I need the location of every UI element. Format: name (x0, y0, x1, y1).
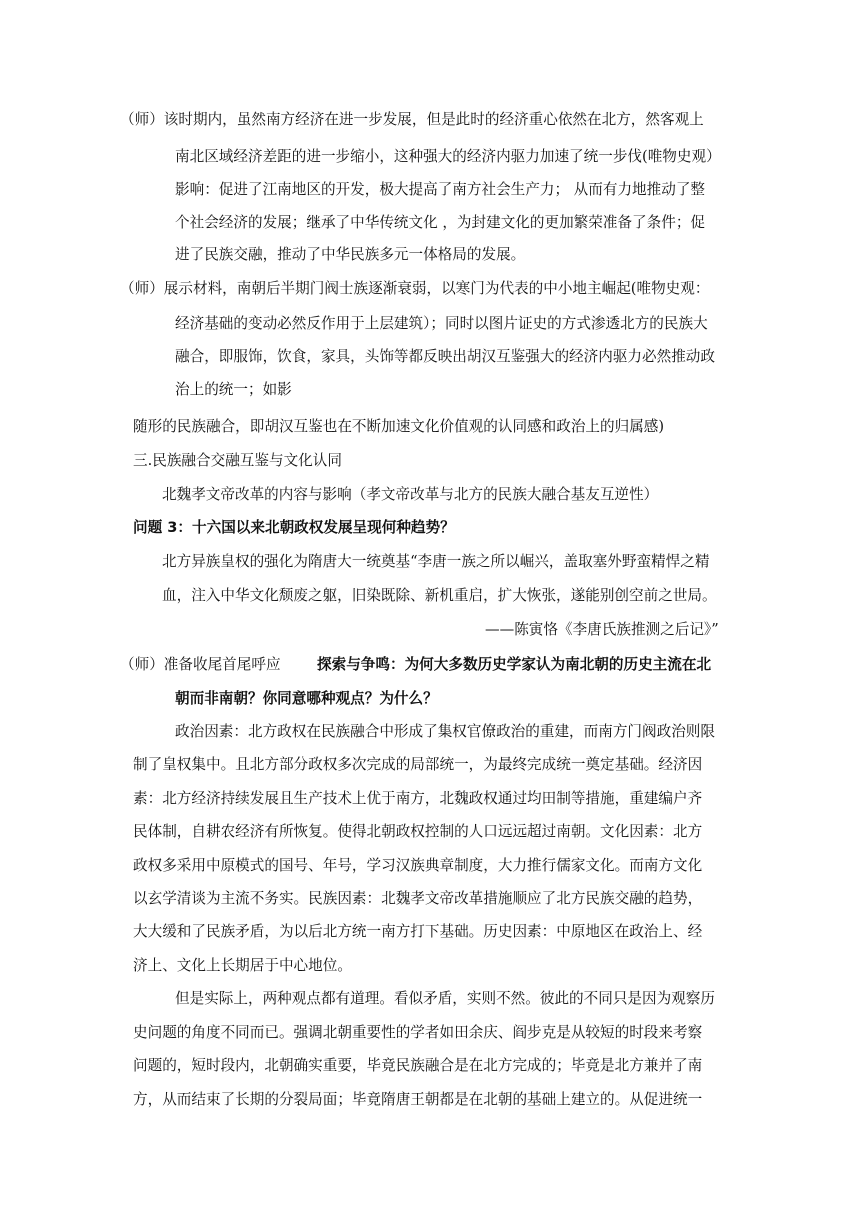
paragraph-line: 以玄学清谈为主流不务实。民族因素：北魏孝文帝改革措施顺应了北方民族交融的趋势， (133, 890, 703, 907)
paragraph-line: 北魏孝文帝改革的内容与影响（孝文帝改革与北方的民族大融合基友互逆性） (162, 486, 659, 503)
discussion-question: 探索与争鸣：为何大多数历史学家认为南北朝的历史主流在北 (317, 656, 712, 673)
paragraph-line: 民体制，自耕农经济有所恢复。使得北朝政权控制的人口远远超过南朝。文化因素：北方 (133, 823, 703, 840)
paragraph-line: 方，从而结束了长期的分裂局面；毕竟隋唐王朝都是在北朝的基础上建立的。从促进统一 (133, 1091, 703, 1108)
paragraph-line: 济上、文化上长期居于中心地位。 (133, 957, 352, 974)
quote-attribution: ——陈寅恪《李唐氏族推测之后记》” (485, 621, 719, 638)
question-heading: 问题 3：十六国以来北朝政权发展呈现何种趋势？ (133, 519, 455, 536)
discussion-question-cont: 朝而非南朝？你同意哪种观点？为什么？ (175, 690, 438, 707)
paragraph-line: 史问题的角度不同而已。强调北朝重要性的学者如田余庆、阎步克是从较短的时段来考察 (133, 1024, 703, 1041)
paragraph-line: 融合，即服饰，饮食，家具，头饰等都反映出胡汉互鉴强大的经济内驱力必然推动政 (175, 348, 715, 365)
paragraph-line: 随形的民族融合，即胡汉互鉴也在不断加速文化价值观的认同感和政治上的归属感) (133, 418, 665, 435)
paragraph-line: 进了民族交融，推动了中华民族多元一体格局的发展。 (175, 246, 526, 263)
paragraph-line: 个社会经济的发展；继承了中华传统文化 ，为封建文化的更加繁荣准备了条件；促 (175, 214, 706, 231)
paragraph-line: 大大缓和了民族矛盾，为以后北方统一南方打下基础。历史因素：中原地区在政治上、经 (133, 923, 703, 940)
section-heading: 三.民族融合交融互鉴与文化认同 (133, 452, 342, 469)
paragraph-line: 素：北方经济持续发展且生产技术上优于南方，北魏政权通过均田制等措施，重建编户齐 (133, 790, 703, 807)
paragraph-line: 南北区域经济差距的进一步缩小，这种强大的经济内驱力加速了统一步伐(唯物史观） (175, 148, 721, 165)
paragraph-line: （师）该时期内，虽然南方经济在进一步发展，但是此时的经济重心依然在北方，然客观上 (120, 111, 704, 128)
quote-line: 血，注入中华文化颓废之躯，旧染既除、新机重启，扩大恢张，遂能别创空前之世局。 (162, 587, 717, 604)
paragraph-line: 问题的，短时段内，北朝确实重要，毕竟民族融合是在北方完成的；毕竟是北方兼并了南 (133, 1057, 703, 1074)
paragraph-line: （师）准备收尾首尾呼应 (120, 656, 281, 673)
paragraph-line: 政治因素：北方政权在民族融合中形成了集权官僚政治的重建，而南方门阀政治则限 (175, 723, 715, 740)
quote-line: 北方异族皇权的强化为隋唐大一统奠基“李唐一族之所以崛兴，盖取塞外野蛮精悍之精 (162, 553, 710, 570)
paragraph-line: 影响：促进了江南地区的开发，极大提高了南方社会生产力； 从而有力地推动了整 (175, 181, 706, 198)
paragraph-line: 但是实际上，两种观点都有道理。看似矛盾，实则不然。彼此的不同只是因为观察历 (175, 990, 715, 1007)
paragraph-line: 政权多采用中原模式的国号、年号，学习汉族典章制度，大力推行儒家文化。而南方文化 (133, 857, 703, 874)
paragraph-line: 制了皇权集中。且北方部分政权多次完成的局部统一，为最终完成统一奠定基础。经济因 (133, 756, 703, 773)
paragraph-line: 经济基础的变动必然反作用于上层建筑）；同时以图片证史的方式渗透北方的民族大 (175, 315, 708, 332)
paragraph-line: 治上的统一；如影 (175, 381, 292, 398)
paragraph-line: （师）展示材料，南朝后半期门阀士族逐渐衰弱，以寒门为代表的中小地主崛起(唯物史观： (120, 280, 710, 297)
